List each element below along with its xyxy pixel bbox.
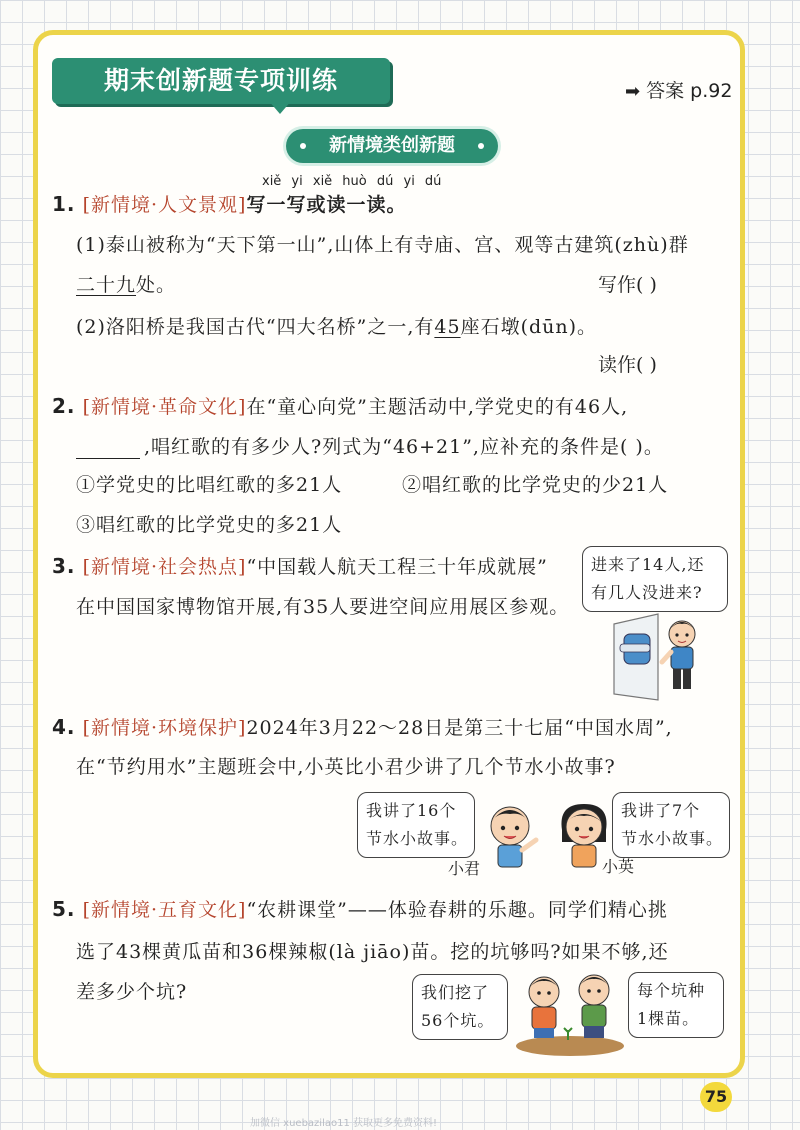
q3-line2: 在中国国家博物馆开展,有35人要进空间应用展区参观。 bbox=[76, 596, 570, 618]
q1-header bbox=[52, 190, 406, 217]
q4-bubble-xiaojun bbox=[357, 792, 475, 858]
q4-bubble1-line1: 我讲了16个 bbox=[366, 801, 457, 820]
q3-bubble-line1: 进来了14人,还 bbox=[591, 555, 705, 574]
q2-option-3[interactable]: ③唱红歌的比学党史的多21人 bbox=[76, 514, 343, 536]
q1-number: 1. bbox=[52, 192, 76, 216]
q2-blank[interactable] bbox=[76, 442, 140, 459]
section-title: 新情境类创新题 bbox=[329, 135, 455, 156]
q1-write-answer[interactable]: 写作( ) bbox=[598, 274, 657, 296]
watermark-note: 加微信 xuebazilao11 获取更多免费资料! bbox=[250, 1118, 438, 1129]
q1-part2-number: 45 bbox=[434, 316, 461, 338]
q5-bubble2-line2: 1棵苗。 bbox=[637, 1009, 700, 1028]
page-title: 期末创新题专项训练 bbox=[103, 66, 338, 95]
q1-prompt: 写一写或读一读。 bbox=[246, 194, 407, 216]
q5-header bbox=[52, 895, 668, 922]
q4-line1: 2024年3月22～28日是第三十七届“中国水周”, bbox=[246, 717, 673, 739]
q3-line1: “中国载人航天工程三十年成就展” bbox=[246, 556, 548, 578]
answer-ref-text: 答案 p.92 bbox=[646, 80, 733, 102]
q2-line2 bbox=[76, 432, 664, 459]
q4-bubble-xiaoying bbox=[612, 792, 730, 858]
q2-option-2[interactable]: ②唱红歌的比学党史的少21人 bbox=[402, 474, 669, 496]
q4-bubble1-line2: 节水小故事。 bbox=[366, 829, 469, 848]
q1-tag: [新情境·人文景观] bbox=[82, 194, 247, 216]
q3-number: 3. bbox=[52, 554, 76, 578]
q1-part2-suffix: 座石墩(dūn)。 bbox=[460, 316, 598, 338]
q2-number: 2. bbox=[52, 394, 76, 418]
q3-bubble-line2: 有几人没进来? bbox=[591, 583, 703, 602]
q2-tag: [新情境·革命文化] bbox=[82, 396, 247, 418]
q1-part2-prefix: (2)洛阳桥是我国古代“四大名桥”之一,有 bbox=[76, 316, 435, 338]
q1-read-answer[interactable]: 读作( ) bbox=[598, 354, 657, 376]
q3-tag: [新情境·社会热点] bbox=[82, 556, 247, 578]
q5-number: 5. bbox=[52, 897, 76, 921]
q1-pinyin: xiě yi xiě huò dú yi dú bbox=[262, 174, 442, 189]
name-xiaoying: 小英 bbox=[602, 857, 635, 876]
q4-bubble2-line2: 节水小故事。 bbox=[621, 829, 724, 848]
q2-line1: 在“童心向党”主题活动中,学党史的有46人, bbox=[246, 396, 629, 418]
page-number: 75 bbox=[700, 1082, 732, 1112]
q5-line1: “农耕课堂”——体验春耕的乐趣。同学们精心挑 bbox=[246, 899, 668, 921]
name-xiaojun: 小君 bbox=[448, 859, 481, 878]
q2-header bbox=[52, 392, 628, 419]
dot-icon bbox=[478, 143, 484, 149]
q5-bubble1-line2: 56个坑。 bbox=[421, 1011, 495, 1030]
q4-bubble2-line1: 我讲了7个 bbox=[621, 801, 701, 820]
q3-header bbox=[52, 552, 548, 579]
q4-header bbox=[52, 713, 673, 740]
q4-line2: 在“节约用水”主题班会中,小英比小君少讲了几个节水小故事? bbox=[76, 756, 616, 778]
arrow-right-icon: ➡ bbox=[625, 81, 641, 102]
q1-part1-suffix: 处。 bbox=[136, 274, 177, 296]
q5-farming-kids-illustration bbox=[514, 968, 626, 1058]
q3-speech-bubble bbox=[582, 546, 728, 612]
q5-bubble-plant bbox=[628, 972, 724, 1038]
q3-boy-door-illustration bbox=[610, 612, 710, 702]
q5-bubble-dug bbox=[412, 974, 508, 1040]
q1-part1-line1: (1)泰山被称为“天下第一山”,山体上有寺庙、宫、观等古建筑(zhù)群 bbox=[76, 234, 689, 256]
q1-part1-line2 bbox=[76, 270, 176, 297]
q5-tag: [新情境·五育文化] bbox=[82, 899, 247, 921]
q5-line2: 选了43棵黄瓜苗和36棵辣椒(là jiāo)苗。挖的坑够吗?如果不够,还 bbox=[76, 941, 669, 963]
q4-tag: [新情境·环境保护] bbox=[82, 717, 247, 739]
section-badge bbox=[286, 129, 498, 163]
q2-line2-text: ,唱红歌的有多少人?列式为“46+21”,应补充的条件是( )。 bbox=[144, 436, 664, 458]
q5-bubble2-line1: 每个坑种 bbox=[637, 981, 706, 1000]
q1-part2-line bbox=[76, 312, 597, 339]
q2-option-1[interactable]: ①学党史的比唱红歌的多21人 bbox=[76, 474, 343, 496]
boy-xiaojun-illustration bbox=[480, 800, 544, 870]
q5-line3: 差多少个坑? bbox=[76, 981, 188, 1003]
q1-underlined-number: 二十九 bbox=[76, 274, 137, 296]
q5-bubble1-line1: 我们挖了 bbox=[421, 983, 490, 1002]
answer-reference bbox=[625, 76, 732, 103]
q4-number: 4. bbox=[52, 715, 76, 739]
